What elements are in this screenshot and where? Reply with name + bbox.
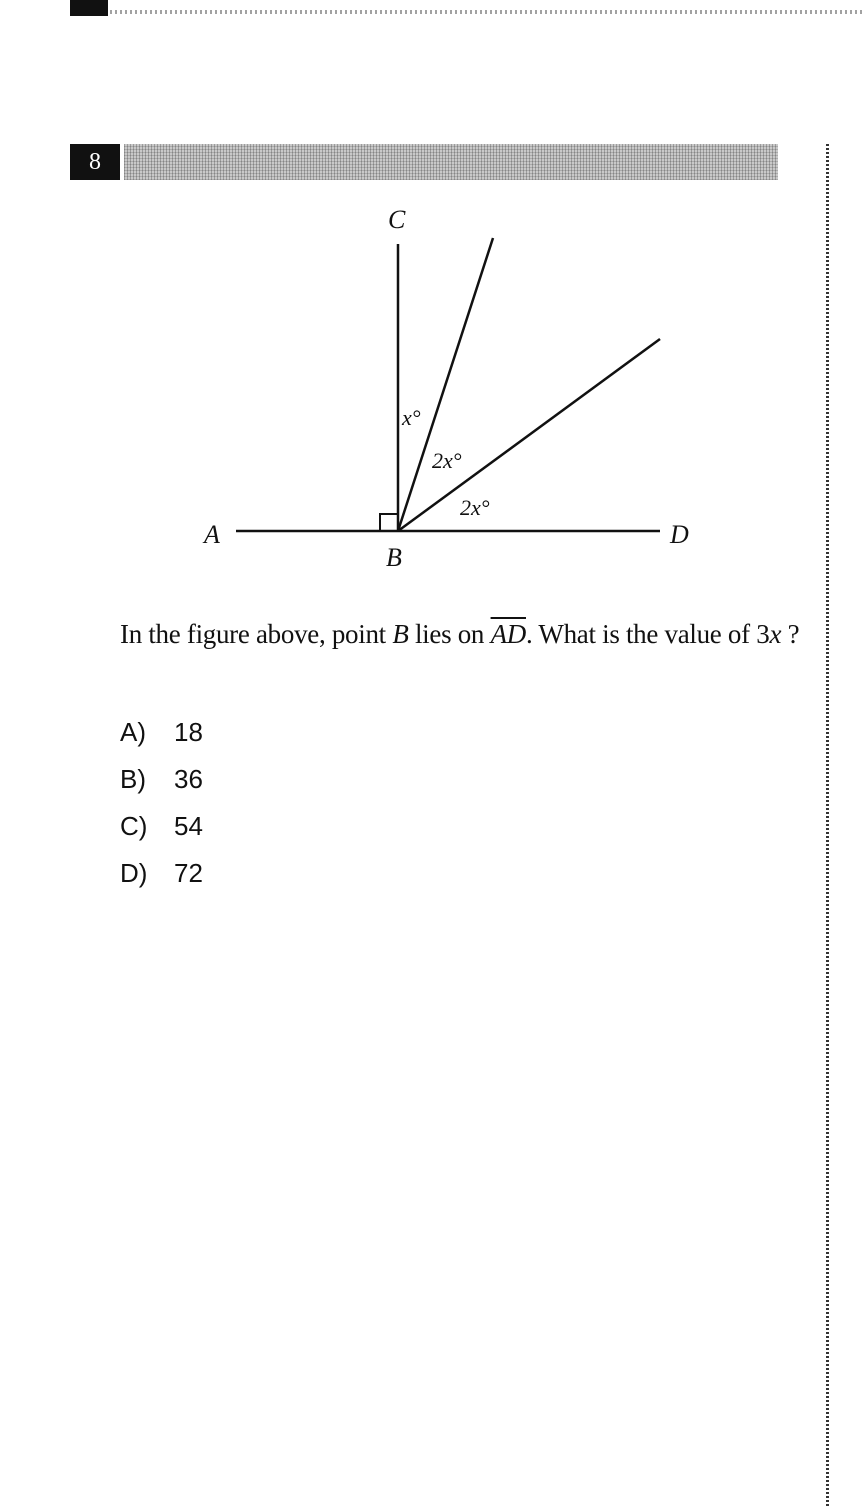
question-part: lies on <box>408 619 491 649</box>
choice-b[interactable] <box>120 759 203 806</box>
variable-x: x <box>769 619 782 649</box>
choice-d[interactable] <box>120 853 203 900</box>
geometry-figure <box>0 0 864 600</box>
choice-a[interactable] <box>120 712 203 759</box>
question-part: ? <box>781 619 800 649</box>
label-b: B <box>386 543 402 572</box>
right-angle-mark <box>380 514 398 531</box>
question-text <box>120 612 800 656</box>
choice-letter: D) <box>120 858 148 888</box>
angle-label-2x-lower: 2x° <box>460 495 490 520</box>
ray-2 <box>398 339 660 531</box>
point-b: B <box>392 619 409 649</box>
segment-ad: $\overline{AD}$ <box>490 619 526 649</box>
choice-value: 36 <box>174 764 203 794</box>
choice-value: 72 <box>174 858 203 888</box>
choice-value: 54 <box>174 811 203 841</box>
question-part: . What is the value of 3 <box>525 619 770 649</box>
choice-letter: C) <box>120 811 148 841</box>
angle-label-2x-upper: 2x° <box>432 448 462 473</box>
angle-label-x: x° <box>402 405 421 430</box>
choice-c[interactable] <box>120 806 203 853</box>
question-number: 8 <box>70 144 120 180</box>
label-c: C <box>388 205 406 234</box>
choice-value: 18 <box>174 717 203 747</box>
question-part: In the figure above, point <box>120 619 393 649</box>
answer-choices <box>120 712 203 900</box>
ray-1 <box>398 238 493 531</box>
label-a: A <box>204 520 220 549</box>
choice-letter: B) <box>120 764 146 794</box>
label-d: D <box>670 520 689 549</box>
choice-letter: A) <box>120 717 146 747</box>
